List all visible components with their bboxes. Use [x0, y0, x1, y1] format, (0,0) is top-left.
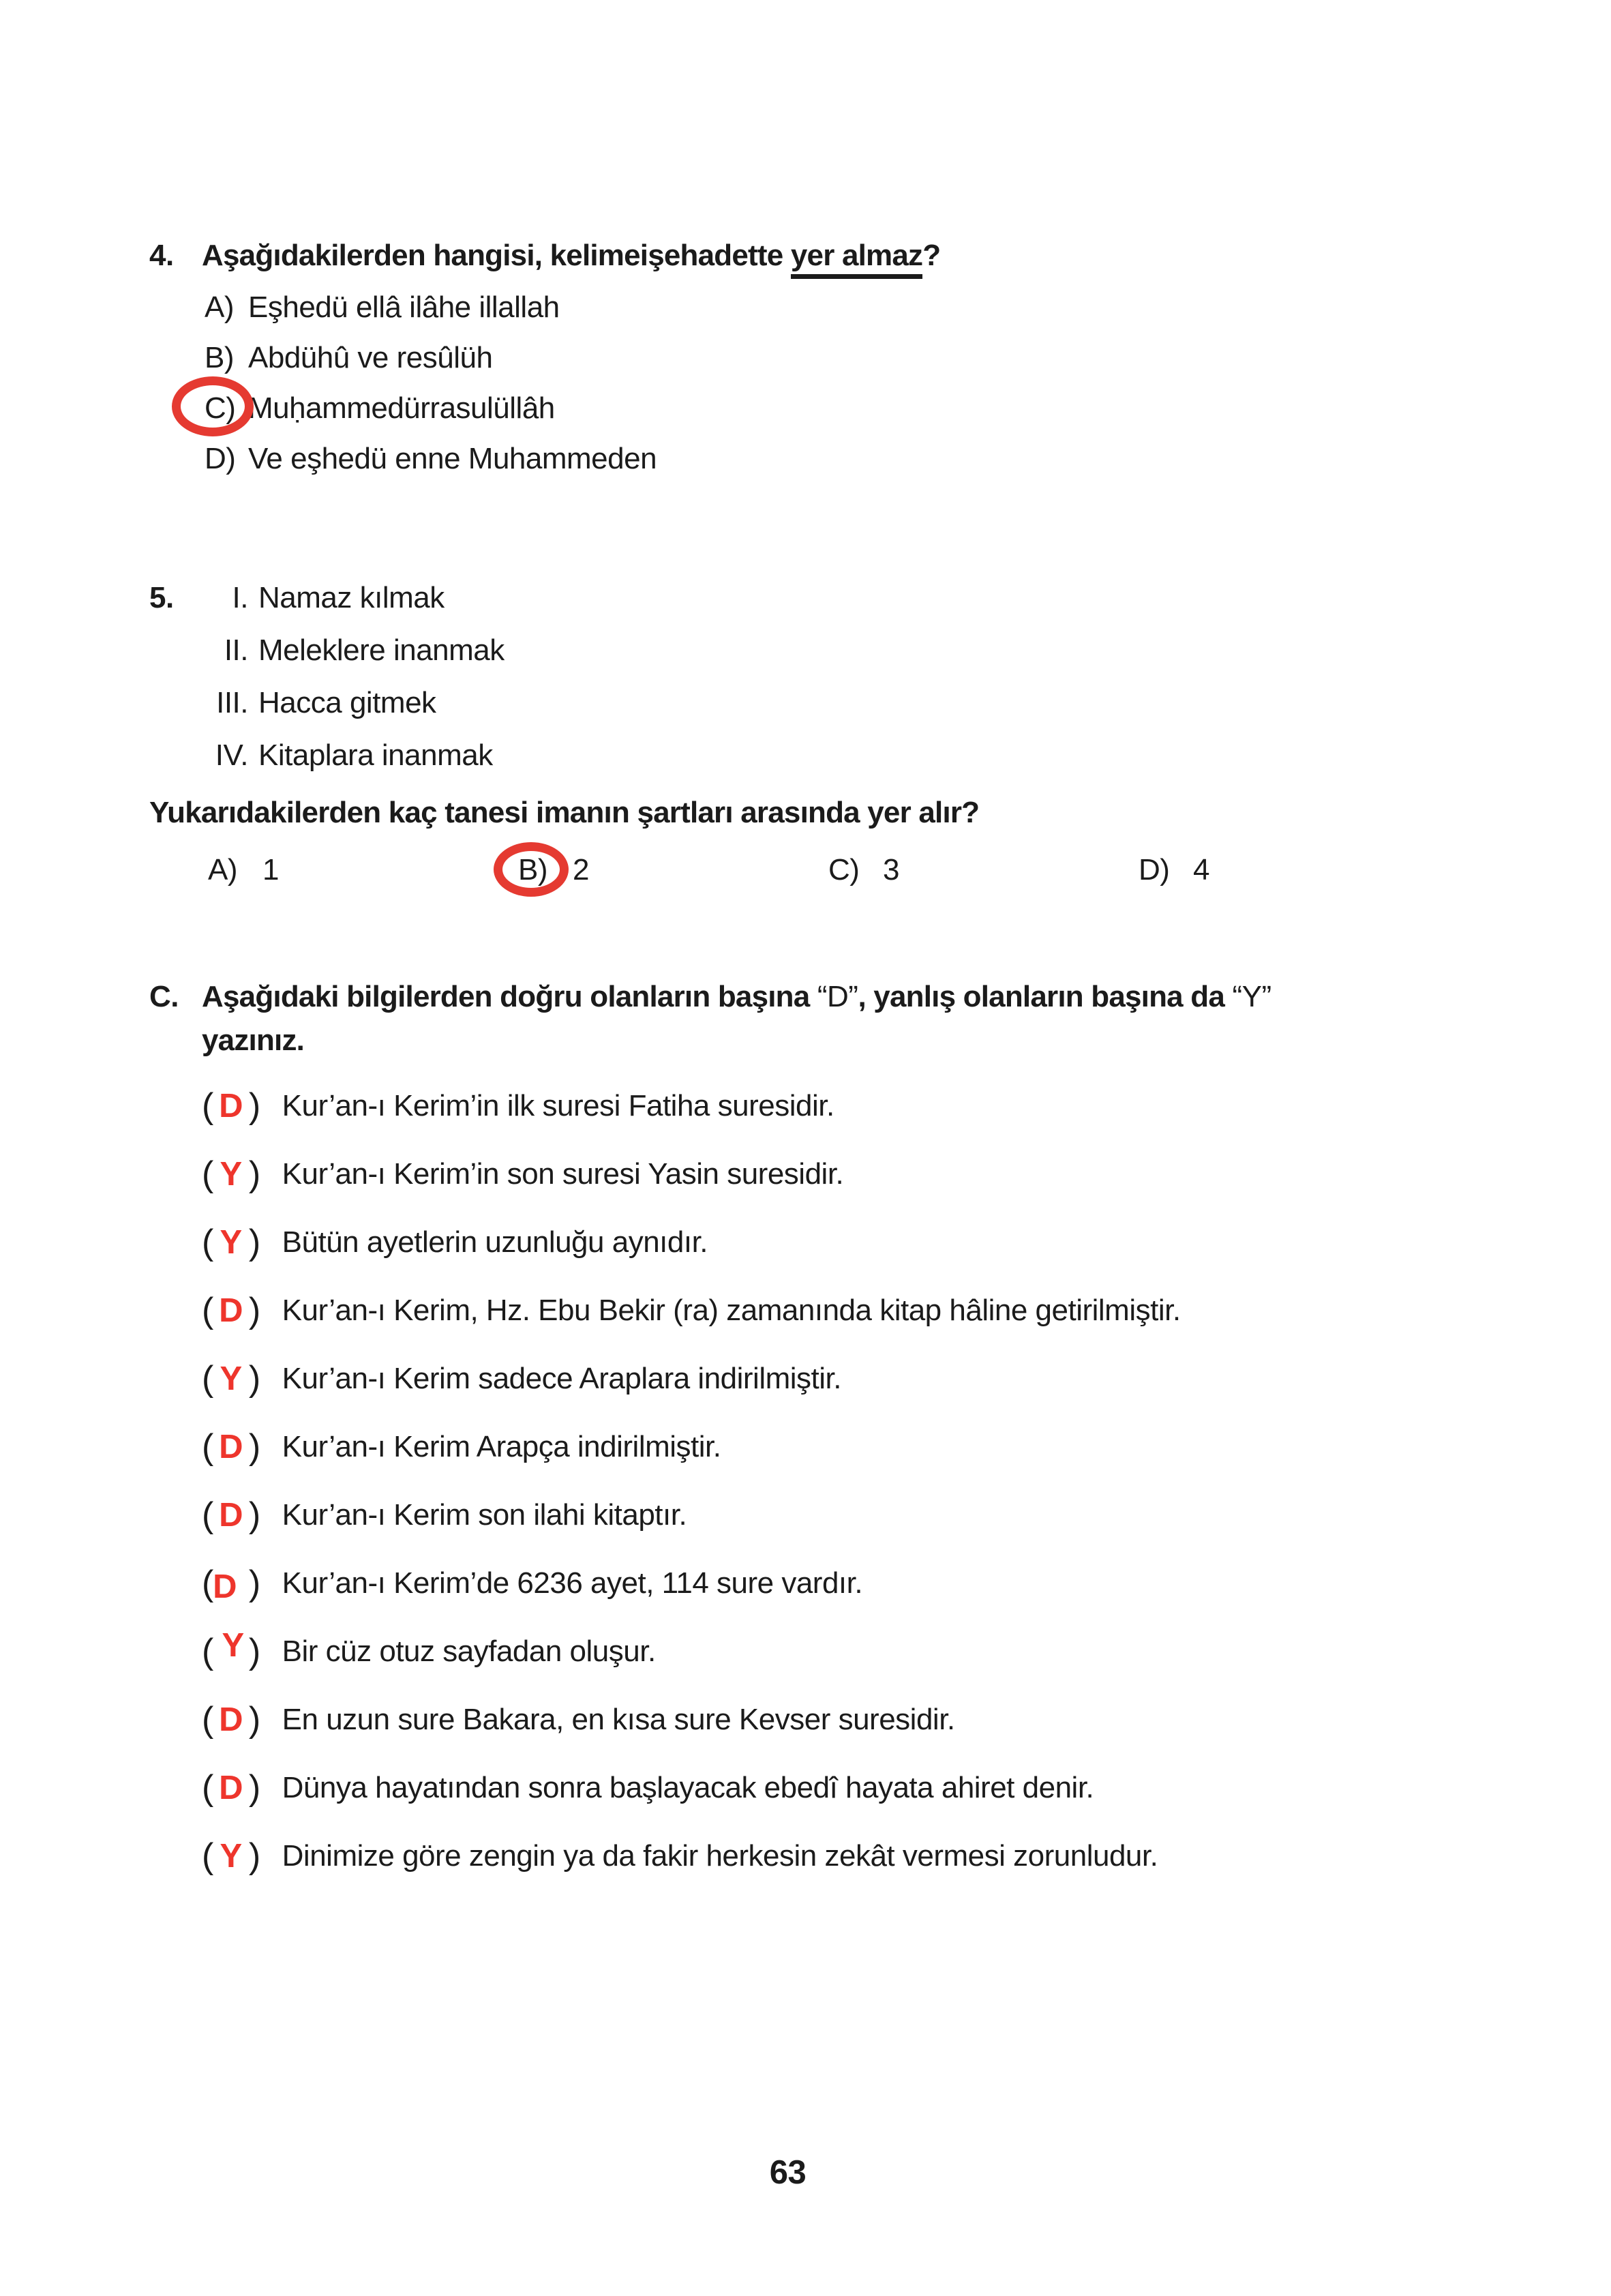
option-label: C) — [205, 391, 248, 426]
true-false-row — [202, 1345, 1271, 1413]
open-paren: ( — [202, 1836, 213, 1876]
statement-text: Dünya hayatından sonra başlayacak ebedî hayata ahiret denir. — [282, 1771, 1094, 1804]
open-paren: ( — [202, 1291, 213, 1330]
statement-text: Namaz kılmak — [258, 580, 445, 614]
open-paren: ( — [202, 1564, 213, 1603]
section-c-heading — [149, 975, 1271, 1062]
statement-text: Kur’an-ı Kerim’in son suresi Yasin suresidir. — [282, 1157, 844, 1191]
true-false-row — [202, 1822, 1271, 1890]
statement-text: Meleklere inanmak — [258, 633, 505, 667]
answer-letter: Y — [220, 1360, 243, 1397]
statement-row — [149, 624, 1449, 676]
option-label: A) — [205, 290, 234, 324]
option-label: C) — [828, 853, 860, 886]
question-text: Aşağıdakilerden hangisi, kelimeişehadette yer almaz? — [202, 239, 940, 273]
statement-text: Bütün ayetlerin uzunluğu aynıdır. — [282, 1225, 708, 1259]
close-paren: ) — [248, 1291, 260, 1330]
option-row — [828, 853, 1139, 887]
open-paren: ( — [202, 1632, 213, 1671]
open-paren: ( — [202, 1700, 213, 1740]
statement-text: Dinimize göre zengin ya da fakir herkesin zekât vermesi zorunludur. — [282, 1839, 1158, 1873]
option-row — [518, 853, 828, 887]
section-c — [149, 975, 1271, 1890]
underlined-phrase: yer almaz — [791, 239, 922, 279]
question-5-statements — [149, 571, 1449, 781]
statement-text: En uzun sure Bakara, en kısa sure Kevser suresidir. — [282, 1703, 955, 1736]
question-4 — [149, 239, 940, 484]
answer-letter: Y — [220, 1156, 243, 1193]
section-letter: C. — [149, 980, 179, 1013]
quoted-D: “D” — [817, 980, 858, 1013]
answer-letter: Y — [222, 1627, 245, 1664]
open-paren: ( — [202, 1359, 213, 1399]
roman-numeral: I. — [232, 580, 248, 614]
answer-letter: Y — [220, 1838, 243, 1875]
statement-text: Kur’an-ı Kerim’de 6236 ayet, 114 sure vardır. — [282, 1566, 863, 1600]
open-paren: ( — [202, 1154, 213, 1194]
statement-text: Bir cüz otuz sayfadan oluşur. — [282, 1635, 656, 1668]
option-value: 4 — [1193, 853, 1209, 886]
answer-letter: D — [219, 1770, 243, 1806]
close-paren: ) — [248, 1632, 260, 1671]
statement-text: Kur’an-ı Kerim, Hz. Ebu Bekir (ra) zamanında kitap hâline getirilmiştir. — [282, 1294, 1181, 1327]
answer-letter: D — [213, 1568, 237, 1605]
close-paren: ) — [248, 1427, 260, 1467]
open-paren: ( — [202, 1495, 213, 1535]
roman-numeral: II. — [224, 633, 248, 667]
answer-letter: D — [219, 1292, 243, 1329]
statement-text: Kitaplara inanmak — [258, 738, 493, 772]
open-paren: ( — [202, 1427, 213, 1467]
option-value: 1 — [262, 853, 279, 886]
option-text: Eşhedü ellâ ilâhe illallah — [248, 290, 560, 324]
option-value: 3 — [883, 853, 899, 886]
option-row — [205, 434, 940, 484]
option-row — [208, 853, 518, 887]
question-5-heading: Yukarıdakilerden kaç tanesi imanın şartları arasında yer alır? — [149, 796, 980, 829]
true-false-list — [149, 1072, 1271, 1890]
option-text: Abdühû ve resûlüh — [248, 341, 493, 374]
statement-row — [149, 729, 1449, 781]
option-label: B) — [205, 341, 234, 374]
true-false-row — [202, 1140, 1271, 1208]
page-number: 63 — [769, 2154, 807, 2191]
true-false-row — [202, 1686, 1271, 1754]
close-paren: ) — [248, 1495, 260, 1535]
roman-numeral: IV. — [215, 738, 248, 772]
close-paren: ) — [248, 1564, 260, 1603]
open-paren: ( — [202, 1223, 213, 1262]
close-paren: ) — [248, 1768, 260, 1808]
question-number: 4. — [149, 239, 174, 272]
statement-text: Kur’an-ı Kerim son ilahi kitaptır. — [282, 1498, 687, 1532]
close-paren: ) — [248, 1359, 260, 1399]
quoted-Y: “Y” — [1232, 980, 1271, 1013]
true-false-row — [202, 1754, 1271, 1822]
close-paren: ) — [248, 1154, 260, 1194]
true-false-row — [202, 1549, 1271, 1617]
statement-row — [149, 676, 1449, 729]
question-5-options — [208, 843, 1449, 897]
close-paren: ) — [248, 1836, 260, 1876]
true-false-row — [202, 1481, 1271, 1549]
true-false-row — [202, 1617, 1271, 1686]
statement-text: Kur’an-ı Kerim sadece Araplara indirilmiştir. — [282, 1362, 841, 1395]
answer-letter: D — [219, 1429, 243, 1465]
true-false-row — [202, 1072, 1271, 1140]
question-4-options — [205, 282, 940, 484]
true-false-row — [202, 1277, 1271, 1345]
statement-text: Kur’an-ı Kerim’in ilk suresi Fatiha suresidir. — [282, 1089, 834, 1122]
option-row — [205, 282, 940, 333]
option-label: B) — [518, 853, 562, 887]
option-label: D) — [205, 442, 236, 475]
option-label: D) — [1139, 853, 1170, 886]
option-label: A) — [208, 853, 237, 886]
answer-letter: Y — [220, 1224, 243, 1261]
close-paren: ) — [248, 1223, 260, 1262]
open-paren: ( — [202, 1768, 213, 1808]
statement-text: Kur’an-ı Kerim Arapça indirilmiştir. — [282, 1430, 721, 1463]
close-paren: ) — [248, 1086, 260, 1126]
question-4-heading — [149, 239, 940, 273]
true-false-row — [202, 1208, 1271, 1277]
option-row — [205, 333, 940, 383]
option-value: 2 — [573, 853, 589, 886]
option-text: Ve eşhedü enne Muhammeden — [248, 442, 657, 475]
answer-letter: D — [219, 1497, 243, 1534]
section-c-instruction: Aşağıdaki bilgilerden doğru olanların başına “D”, yanlış olanların başına da “Y” yazınız. — [202, 980, 1271, 1057]
option-text: Muḥammedürrasulüllâh — [248, 391, 555, 425]
roman-numeral: III. — [216, 685, 248, 719]
instruction-line-2: yazınız. — [202, 1024, 305, 1057]
answer-letter: D — [219, 1701, 243, 1738]
statement-text: Hacca gitmek — [258, 685, 436, 719]
option-row — [205, 383, 940, 434]
true-false-row — [202, 1413, 1271, 1481]
question-number-slot: 5. — [149, 580, 174, 614]
question-5 — [149, 571, 1449, 897]
statement-row — [149, 571, 1449, 624]
close-paren: ) — [248, 1700, 260, 1740]
open-paren: ( — [202, 1086, 213, 1126]
option-row — [1139, 853, 1449, 887]
answer-letter: D — [219, 1088, 243, 1124]
